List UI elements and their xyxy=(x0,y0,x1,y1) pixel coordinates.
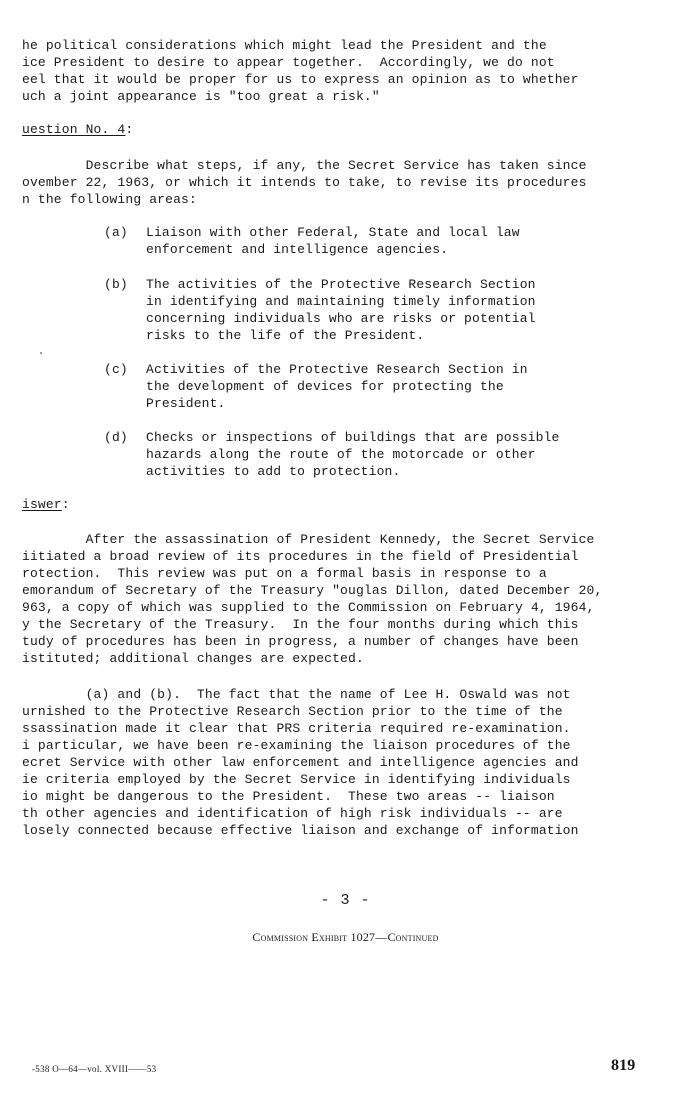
answer-p2-line-8: th other agencies and identification of high risk individuals -- are xyxy=(22,806,563,821)
item-c-line-2: the development of devices for protecting the xyxy=(146,379,504,394)
item-d-line-2: hazards along the route of the motorcade or other xyxy=(146,447,536,462)
item-b-line-4: risks to the life of the President. xyxy=(146,328,425,343)
answer-heading-text: iswer xyxy=(22,497,62,512)
footer-print-code: -538 O—64—vol. XVIII——53 xyxy=(32,1064,157,1074)
question-line-2: ovember 22, 1963, or which it intends to take, to revise its procedures xyxy=(22,175,587,190)
answer-p2-line-6: ie criteria employed by the Secret Service in identifying individuals xyxy=(22,772,571,787)
answer-heading-suffix: : xyxy=(61,497,70,512)
intro-line-3: eel that it would be proper for us to express an opinion as to whether xyxy=(22,72,579,87)
intro-line-4: uch a joint appearance is "too great a risk." xyxy=(22,89,380,104)
answer-p1-line-1: After the assassination of President Kennedy, the Secret Service xyxy=(22,532,595,547)
answer-p1-line-4: emorandum of Secretary of the Treasury "ouglas Dillon, dated December 20, xyxy=(22,583,603,598)
question-heading xyxy=(22,121,133,138)
item-c-line-1: Activities of the Protective Research Section in xyxy=(146,362,528,377)
question-line-3: n the following areas: xyxy=(22,192,197,207)
question-line-1: Describe what steps, if any, the Secret Service has taken since xyxy=(22,158,587,173)
question-heading-text: uestion No. 4 xyxy=(22,122,126,137)
answer-p1-line-8: istituted; additional changes are expected. xyxy=(22,651,364,666)
answer-p2-line-3: ssassination made it clear that PRS criteria required re-examination. xyxy=(22,721,571,736)
answer-p2-line-1: (a) and (b). The fact that the name of Lee H. Oswald was not xyxy=(22,687,571,702)
item-b-line-2: in identifying and maintaining timely information xyxy=(146,294,536,309)
answer-heading xyxy=(22,496,70,513)
item-a-line-2: enforcement and intelligence agencies. xyxy=(146,242,449,257)
answer-p1-line-3: rotection. This review was put on a formal basis in response to a xyxy=(22,566,547,581)
item-c-marker: (c) xyxy=(104,362,128,377)
intro-line-2: ice President to desire to appear together. Accordingly, we do not xyxy=(22,55,555,70)
footer-page-number: 819 xyxy=(611,1057,636,1074)
item-c-line-3: President. xyxy=(146,396,226,411)
answer-p1-line-5: 963, a copy of which was supplied to the Commission on February 4, 1964, xyxy=(22,600,595,615)
answer-p2-line-2: urnished to the Protective Research Section prior to the time of the xyxy=(22,704,563,719)
item-d-line-3: activities to add to protection. xyxy=(146,464,401,479)
answer-p1-line-7: tudy of procedures has been in progress, a number of changes have been xyxy=(22,634,579,649)
answer-p2-line-5: ecret Service with other law enforcement and intelligence agencies and xyxy=(22,755,579,770)
scan-speck xyxy=(40,352,42,354)
page-number: - 3 - xyxy=(320,892,371,909)
intro-line-1: he political considerations which might lead the President and the xyxy=(22,38,547,53)
item-b-line-1: The activities of the Protective Research Section xyxy=(146,277,536,292)
item-a-marker: (a) xyxy=(104,225,128,240)
question-heading-suffix: : xyxy=(125,122,134,137)
item-a-line-1: Liaison with other Federal, State and local law xyxy=(146,225,520,240)
item-b-marker: (b) xyxy=(104,277,128,292)
item-d-line-1: Checks or inspections of buildings that are possible xyxy=(146,430,560,445)
answer-p2-line-7: io might be dangerous to the President. These two areas -- liaison xyxy=(22,789,555,804)
exhibit-caption: Commission Exhibit 1027—Continued xyxy=(252,930,439,944)
item-b-line-3: concerning individuals who are risks or potential xyxy=(146,311,536,326)
answer-p1-line-2: iitiated a broad review of its procedures in the field of Presidential xyxy=(22,549,579,564)
item-d-marker: (d) xyxy=(104,430,128,445)
answer-p2-line-4: i particular, we have been re-examining the liaison procedures of the xyxy=(22,738,571,753)
answer-p1-line-6: y the Secretary of the Treasury. In the four months during which this xyxy=(22,617,579,632)
answer-p2-line-9: losely connected because effective liaison and exchange of information xyxy=(22,823,579,838)
